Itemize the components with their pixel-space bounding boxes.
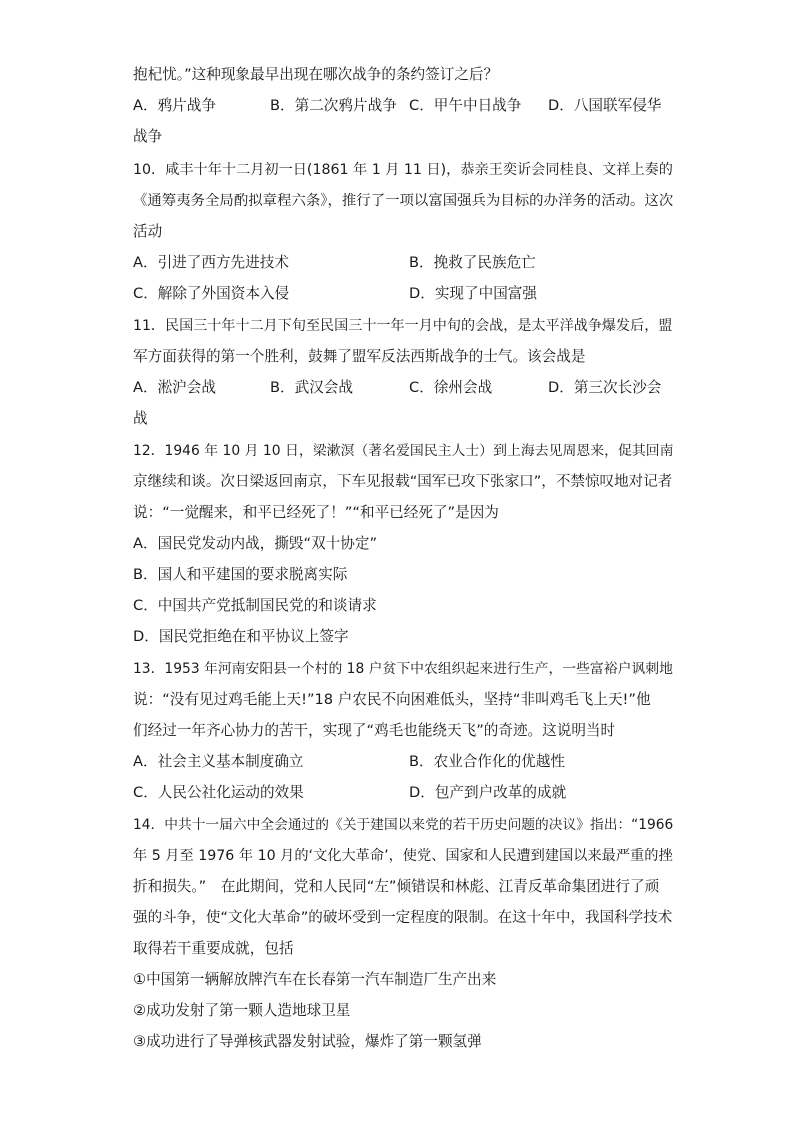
q11-option-d[interactable]: D．第三次长沙会 (548, 379, 662, 396)
q12-option-b[interactable]: B．国人和平建国的要求脱离实际 (133, 566, 348, 583)
q10-stem-line-1: 10．咸丰十年十二月初一日(1861 年 1 月 11 日)，恭亲王奕䜣会同桂良、文祥上奏的 (133, 162, 673, 178)
q13-option-d[interactable]: D．包产到户改革的成就 (409, 784, 567, 801)
q9-option-d-continued: 战争 (133, 128, 163, 145)
q12-option-a[interactable]: A．国民党发动内战，撕毁“双十协定” (133, 535, 378, 552)
q14-stem-line-4: 强的斗争，使“文化大革命”的破坏受到一定程度的限制。在这十年中，我国科学技术 (133, 909, 673, 926)
q9-stem-line: 抱杞忧。”这种现象最早出现在哪次战争的条约签订之后？ (133, 66, 499, 83)
q10-option-b[interactable]: B．挽救了民族危亡 (409, 254, 536, 271)
q12-stem-line-1: 12．1946 年 10 月 10 日，梁漱溟（著名爱国民主人士）到上海去见周恩来，促其回南 (133, 443, 674, 459)
q12-option-c[interactable]: C．中国共产党抵制国民党的和谈请求 (133, 597, 377, 614)
q11-option-b[interactable]: B．武汉会战 (270, 379, 353, 396)
q10-option-d[interactable]: D．实现了中国富强 (409, 285, 537, 302)
q10-option-a[interactable]: A．引进了西方先进技术 (133, 254, 289, 271)
q13-option-c[interactable]: C．人民公社化运动的效果 (133, 784, 304, 801)
q10-stem-line-2: 《通筹夷务全局酌拟章程六条》，推行了一项以富国强兵为目标的办洋务的活动。这次 (133, 193, 674, 209)
q11-stem-line-1: 11．民国三十年十二月下旬至民国三十一年一月中旬的会战，是太平洋战争爆发后，盟 (133, 318, 673, 334)
q13-stem-line-3: 们经过一年齐心协力的苦干，实现了“鸡毛也能绕天飞”的奇迹。这说明当时 (133, 722, 616, 739)
q10-stem-line-3: 活动 (133, 223, 163, 240)
q14-item-2: ②成功发射了第一颗人造地球卫星 (133, 1002, 351, 1019)
q14-stem-line-2: 年 5 月至 1976 年 10 月的‘文化大革命’，使党、国家和人民遭到建国以来最严重的挫 (133, 848, 673, 864)
q10-option-c[interactable]: C．解除了外国资本入侵 (133, 285, 290, 302)
q13-stem-line-1: 13．1953 年河南安阳县一个村的 18 户贫下中农组织起来进行生产，一些富裕户讽刺地 (133, 661, 673, 677)
q12-stem-line-3: 说：“一觉醒来，和平已经死了！”“和平已经死了”是因为 (133, 504, 499, 521)
q11-option-c[interactable]: C．徐州会战 (409, 379, 493, 396)
q14-item-3: ③成功进行了导弹核武器发射试验，爆炸了第一颗氢弹 (133, 1033, 482, 1050)
q9-option-d[interactable]: D．八国联军侵华 (548, 97, 662, 114)
q11-option-d-continued: 战 (133, 410, 148, 427)
q12-stem-line-2: 京继续和谈。次日梁返回南京，下车见报载“国军已攻下张家口”，不禁惊叹地对记者 (133, 473, 673, 490)
q12-option-d[interactable]: D．国民党拒绝在和平协议上签字 (133, 628, 349, 645)
q14-item-1: ①中国第一辆解放牌汽车在长春第一汽车制造厂生产出来 (133, 971, 497, 988)
q14-stem-line-3: 折和损失。” 在此期间，党和人民同“左”倾错误和林彪、江青反革命集团进行了顽 (133, 878, 660, 895)
q9-option-b[interactable]: B．第二次鸦片战争 (270, 97, 397, 114)
q14-stem-line-1: 14．中共十一届六中全会通过的《关于建国以来党的若干历史问题的决议》指出：“1966 (133, 817, 674, 833)
q11-option-a[interactable]: A．淞沪会战 (133, 379, 216, 396)
q11-stem-line-2: 军方面获得的第一个胜利，鼓舞了盟军反法西斯战争的士气。该会战是 (133, 348, 586, 365)
q9-option-a[interactable]: A．鸦片战争 (133, 97, 216, 114)
q9-option-c[interactable]: C．甲午中日战争 (409, 97, 522, 114)
q13-option-b[interactable]: B．农业合作化的优越性 (409, 753, 565, 770)
q14-stem-line-5: 取得若干重要成就，包括 (133, 940, 294, 957)
q13-option-a[interactable]: A．社会主义基本制度确立 (133, 753, 304, 770)
q13-stem-line-2: 说：“没有见过鸡毛能上天!”18 户农民不向困难低头，坚持“非叫鸡毛飞上天!”他 (133, 691, 651, 708)
